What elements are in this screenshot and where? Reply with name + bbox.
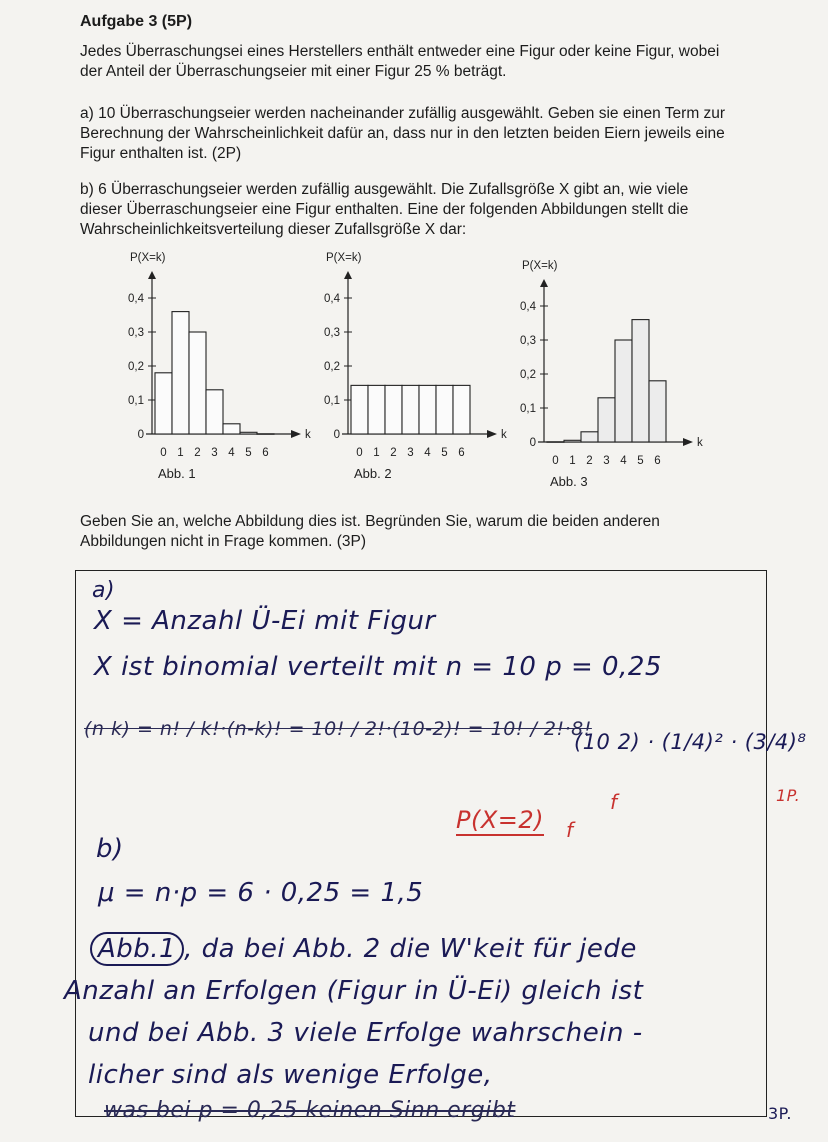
hw-answer-line1-rest: , da bei Abb. 2 die W'keit für jede: [184, 934, 637, 964]
bar-k-2: [385, 385, 402, 434]
x-tick-label: 6: [458, 447, 465, 459]
bar-k-1: [172, 312, 189, 434]
hw-mu: μ = n·p = 6 · 0,25 = 1,5: [98, 878, 424, 908]
hw-line2: X ist binomial verteilt mit n = 10 p = 0,25: [94, 652, 662, 682]
hw-crossed-formula: (n k) = n! / k!·(n-k)! = 10! / 2!·(10-2)! = 10! / 2!·8!: [84, 718, 592, 740]
bar-k-1: [368, 385, 385, 434]
hw-b-label: b): [96, 834, 124, 864]
hw-answer-line4: licher sind als wenige Erfolge,: [88, 1060, 493, 1090]
y-axis-arrow: [148, 271, 156, 279]
y-tick-label: 0,2: [324, 361, 340, 373]
bar-k-5: [632, 320, 649, 442]
y-axis-arrow: [344, 271, 352, 279]
x-tick-label: 6: [262, 447, 269, 459]
y-tick-label: 0,1: [128, 395, 144, 407]
y-axis-label: P(X=k): [326, 252, 362, 264]
bar-k-5: [436, 385, 453, 434]
hw-line1: X = Anzahl Ü-Ei mit Figur: [94, 606, 436, 636]
x-tick-label: 0: [552, 455, 559, 467]
x-axis-label: k: [305, 429, 311, 441]
y-tick-label: 0,3: [128, 327, 144, 339]
x-axis-arrow: [487, 430, 497, 438]
task-intro: Jedes Überraschungsei eines Herstellers enthält entweder eine Figur oder keine Figur, wobei der Anteil der Überraschungseier mit einer Figur 25 % beträgt.: [80, 43, 720, 80]
bar-k-3: [402, 385, 419, 434]
x-tick-label: 0: [160, 447, 167, 459]
y-axis-label: P(X=k): [522, 260, 558, 272]
hw-score-b: 3P.: [768, 1104, 792, 1123]
task-title: Aufgabe 3 (5P): [80, 13, 193, 30]
chart-abb-3: [520, 260, 703, 489]
x-tick-label: 1: [569, 455, 576, 467]
bar-k-1: [564, 440, 581, 442]
hw-mark-f2: f: [566, 818, 574, 842]
bar-k-4: [615, 340, 632, 442]
bar-k-4: [419, 385, 436, 434]
chart-title: Abb. 3: [550, 474, 588, 489]
chart-title: Abb. 1: [158, 466, 196, 481]
bar-k-6: [453, 385, 470, 434]
task-part-b-question: Geben Sie an, welche Abbildung dies ist. Begründen Sie, warum die beiden anderen Abbildungen nicht in Frage kommen. (3P): [80, 513, 660, 550]
y-tick-label: 0,3: [324, 327, 340, 339]
x-tick-label: 4: [424, 447, 431, 459]
y-tick-label: 0: [529, 437, 536, 449]
x-tick-label: 2: [194, 447, 201, 459]
hw-score-a: 1P.: [776, 786, 801, 805]
y-tick-label: 0: [137, 429, 144, 441]
y-tick-label: 0,4: [324, 293, 340, 305]
x-tick-label: 4: [620, 455, 627, 467]
y-tick-label: 0,4: [520, 301, 536, 313]
x-axis-arrow: [291, 430, 301, 438]
bar-k-3: [206, 390, 223, 434]
bar-k-0: [155, 373, 172, 434]
bar-k-2: [581, 432, 598, 442]
x-tick-label: 3: [603, 455, 610, 467]
bar-k-2: [189, 332, 206, 434]
bar-k-0: [351, 385, 368, 434]
bar-k-4: [223, 424, 240, 434]
hw-answer-line3: und bei Abb. 3 viele Erfolge wahrschein -: [88, 1018, 643, 1048]
bar-k-5: [240, 432, 257, 434]
x-axis-label: k: [697, 437, 703, 449]
x-tick-label: 5: [441, 447, 448, 459]
hw-term: (10 2) · (1/4)² · (3/4)⁸: [574, 730, 807, 754]
chart-abb-2: [324, 252, 507, 481]
x-tick-label: 6: [654, 455, 661, 467]
bar-k-3: [598, 398, 615, 442]
y-tick-label: 0,1: [520, 403, 536, 415]
x-axis-label: k: [501, 429, 507, 441]
distribution-charts: [100, 252, 740, 510]
x-tick-label: 4: [228, 447, 235, 459]
hw-answer-line2: Anzahl an Erfolgen (Figur in Ü-Ei) gleich ist: [64, 976, 644, 1006]
x-tick-label: 1: [373, 447, 380, 459]
y-tick-label: 0,1: [324, 395, 340, 407]
hw-answer-line1: [90, 934, 637, 964]
hw-px2: P(X=2): [456, 806, 545, 834]
y-tick-label: 0,4: [128, 293, 144, 305]
hw-answer-circled: Abb.1: [90, 932, 184, 966]
x-tick-label: 2: [390, 447, 397, 459]
hw-mark-f1: f: [610, 790, 618, 814]
hw-answer-line5-struck: was bei p = 0,25 keinen Sinn ergibt: [104, 1098, 516, 1123]
x-tick-label: 5: [245, 447, 252, 459]
x-tick-label: 1: [177, 447, 184, 459]
y-tick-label: 0: [333, 429, 340, 441]
x-tick-label: 5: [637, 455, 644, 467]
x-axis-arrow: [683, 438, 693, 446]
hw-a-label: a): [92, 578, 116, 603]
y-tick-label: 0,2: [128, 361, 144, 373]
task-part-b: b) 6 Überraschungseier werden zufällig ausgewählt. Die Zufallsgröße X gibt an, wie viele dieser Überraschungseier eine Figur enthalten. Eine der folgenden Abbildungen stellt die Wahrscheinlichkeitsverteilung dieser Zufallsgröße X dar:: [80, 181, 689, 238]
y-axis-arrow: [540, 279, 548, 287]
y-axis-label: P(X=k): [130, 252, 166, 264]
y-tick-label: 0,3: [520, 335, 536, 347]
chart-title: Abb. 2: [354, 466, 392, 481]
bar-k-6: [649, 381, 666, 442]
chart-abb-1: [128, 252, 311, 481]
x-tick-label: 3: [407, 447, 414, 459]
x-tick-label: 3: [211, 447, 218, 459]
y-tick-label: 0,2: [520, 369, 536, 381]
x-tick-label: 0: [356, 447, 363, 459]
task-part-a: a) 10 Überraschungseier werden nacheinander zufällig ausgewählt. Geben sie einen Term zur Berechnung der Wahrscheinlichkeit dafür an, dass nur in den letzten beiden Eiern jeweils eine Figur enthalten ist. (2P): [80, 105, 726, 162]
x-tick-label: 2: [586, 455, 593, 467]
